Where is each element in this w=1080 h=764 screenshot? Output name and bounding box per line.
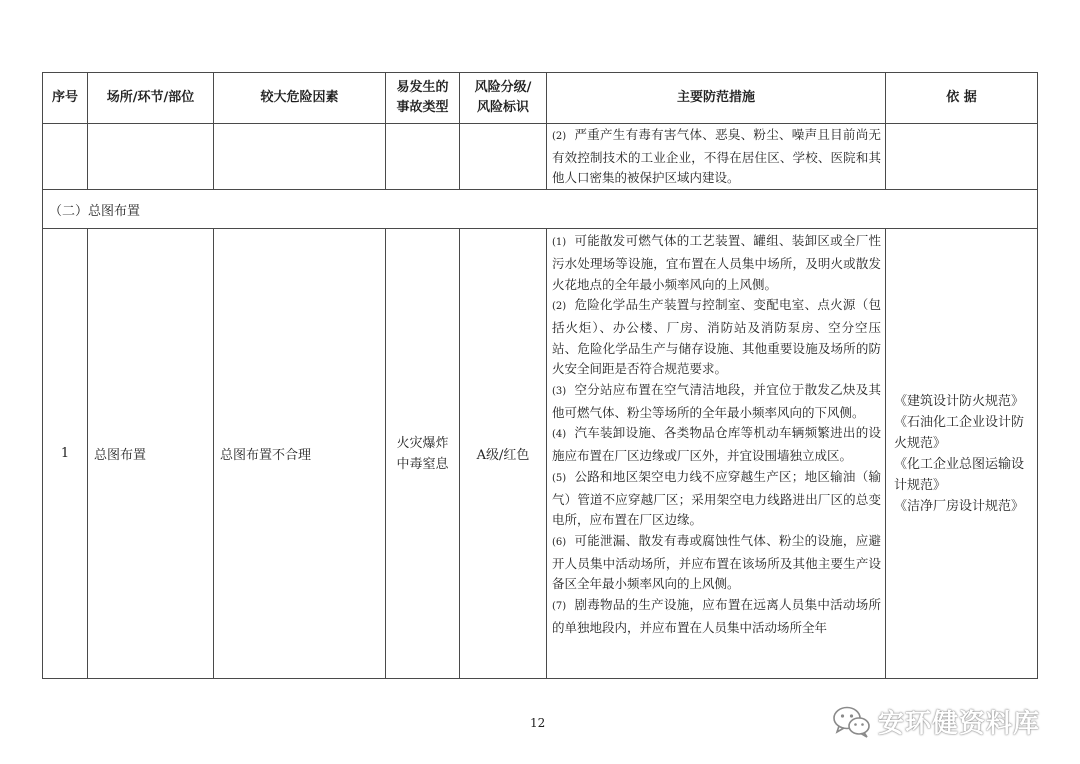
measure-item-2	[552, 295, 881, 380]
header-risk-level	[460, 73, 547, 124]
measure-text-3: 空分站应布置在空气清洁地段，并宜位于散发乙炔及其他可燃气体、粉尘等场所的全年最小频率风向的下风侧。	[552, 382, 881, 420]
measure-item-6	[552, 531, 881, 595]
measure-text-1: 可能散发可燃气体的工艺装置、罐组、装卸区或全厂性污水处理场等设施，宜布置在人员集中场所，及明火或散发火花地点的全年最小频率风向的上风侧。	[552, 233, 881, 292]
measure-text-7: 剧毒物品的生产设施，应布置在远离人员集中活动场所的单独地段内，并应布置在人员集中活动场所全年	[552, 597, 881, 635]
header-measures: 主要防范措施	[547, 73, 886, 124]
accident-type-line1: 火灾爆炸	[396, 435, 449, 451]
section-title: （二）总图布置	[43, 190, 1038, 229]
measure-item-5	[552, 467, 881, 531]
measure-item-3	[552, 380, 881, 423]
measures-cell	[547, 229, 886, 679]
watermark	[832, 703, 1040, 740]
page-number: 12	[530, 716, 546, 730]
risk-table	[42, 72, 1038, 679]
watermark-text: 安环健资料库	[878, 709, 1041, 739]
measure-number-2: (2)	[552, 301, 567, 313]
header-accident-type-line1: 易发生的	[396, 80, 449, 95]
measure-text: 严重产生有毒有害气体、恶臭、粉尘、噪声且目前尚无有效控制技术的工业企业，不得在居住区、学校、医院和其他人口密集的被保护区域内建设。	[552, 127, 881, 186]
header-accident-type	[386, 73, 460, 124]
header-seq: 序号	[43, 73, 88, 124]
row-place: 总图布置	[88, 229, 214, 679]
header-risk-factor: 较大危险因素	[214, 73, 386, 124]
continued-measure-cell	[547, 124, 886, 190]
measure-number-5: (5)	[552, 472, 567, 484]
header-accident-type-line2: 事故类型	[396, 100, 449, 115]
table-row	[43, 229, 1038, 679]
basis-cell	[886, 229, 1038, 679]
header-risk-level-line2: 风险标识	[476, 100, 529, 115]
basis-item-4: 《洁净厂房设计规范》	[894, 498, 1025, 514]
header-risk-level-line1: 风险分级/	[474, 80, 532, 95]
row-seq: 1	[43, 229, 88, 679]
measure-item-4	[552, 423, 881, 466]
table-header-row	[43, 73, 1038, 124]
row-risk-factor: 总图布置不合理	[214, 229, 386, 679]
measure-text-5: 公路和地区架空电力线不应穿越生产区；地区输油（输气）管道不应穿越厂区；采用架空电力线路进出厂区的总变电所，应布置在厂区边缘。	[552, 468, 881, 528]
basis-item-2: 《石油化工企业设计防火规范》	[894, 414, 1025, 451]
measure-number-1: (1)	[552, 237, 567, 249]
row-accident-type	[386, 229, 460, 679]
basis-item-3: 《化工企业总图运输设计规范》	[894, 456, 1025, 493]
measure-text-4: 汽车装卸设施、各类物品仓库等机动车辆频繁进出的设施应布置在厂区边缘或厂区外，并宜设围墙独立成区。	[552, 425, 881, 464]
wechat-icon	[832, 705, 872, 739]
basis-item-1: 《建筑设计防火规范》	[894, 393, 1025, 409]
continued-row	[43, 124, 1038, 190]
measure-number-3: (3)	[552, 386, 567, 398]
measure-item	[552, 125, 881, 189]
measure-number-4: (4)	[552, 429, 567, 441]
measure-text-6: 可能泄漏、散发有毒或腐蚀性气体、粉尘的设施，应避开人员集中活动场所，并应布置在该场所及其他主要生产设备区全年最小频率风向的上风侧。	[552, 532, 881, 592]
measure-text-2: 危险化学品生产装置与控制室、变配电室、点火源（包括火炬）、办公楼、厂房、消防站及消防泵房、空分空压站、危险化学品生产与储存设施、其他重要设施及场所的防火安全间距是否符合规范要求。	[552, 297, 881, 377]
header-basis: 依 据	[886, 73, 1038, 124]
measure-item-7	[552, 595, 881, 638]
header-place: 场所/环节/部位	[88, 73, 214, 124]
measure-number-7: (7)	[552, 601, 567, 613]
row-risk-level: A级/红色	[460, 229, 547, 679]
section-row	[43, 190, 1038, 229]
measure-number: (2)	[552, 131, 567, 142]
measure-number-6: (6)	[552, 536, 567, 548]
accident-type-line2: 中毒窒息	[396, 456, 449, 472]
measure-item-1	[552, 231, 881, 295]
